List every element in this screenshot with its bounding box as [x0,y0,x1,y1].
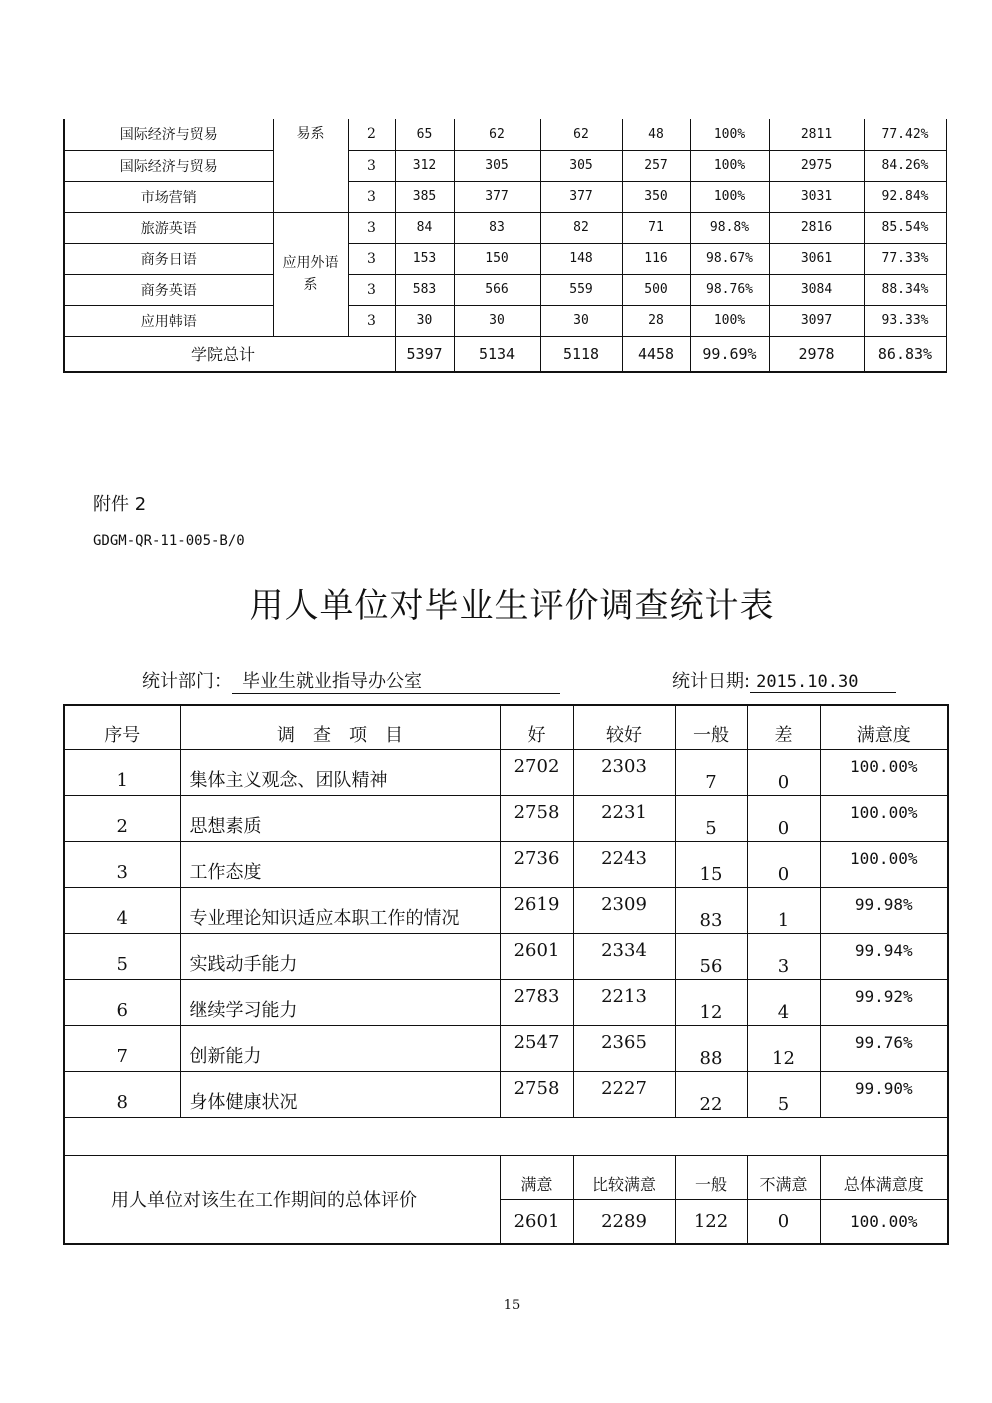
cell-satisfaction: 99.76% [820,1025,948,1071]
total-c4: 4458 [622,336,690,372]
cell-satisfaction: 99.90% [820,1071,948,1117]
page-number: 15 [503,1298,521,1313]
overall-header-unsatisfied: 不满意 [747,1155,820,1199]
total-c3: 5118 [540,336,622,372]
cell-good: 2758 [500,795,573,841]
cell-poor: 4 [747,979,820,1025]
cell-c4: 28 [622,305,690,336]
cell-c4: 48 [622,119,690,150]
header-fairly-good: 较好 [573,705,675,749]
cell-c1: 84 [395,212,454,243]
stats-date [672,667,896,693]
total-c2: 5134 [454,336,540,372]
table-row [64,933,948,979]
total-row [64,336,946,372]
cell-c4: 71 [622,212,690,243]
cell-fairly-good: 2365 [573,1025,675,1071]
cell-salary: 3061 [769,243,864,274]
cell-rate2: 84.26% [864,150,946,181]
cell-good: 2758 [500,1071,573,1117]
stats-department-value: 毕业生就业指导办公室 [232,667,560,694]
cell-years: 3 [348,274,395,305]
cell-rate1: 98.8% [690,212,769,243]
cell-rate2: 93.33% [864,305,946,336]
total-rate2: 86.83% [864,336,946,372]
cell-years: 2 [348,119,395,150]
cell-average: 83 [675,887,747,933]
cell-salary: 2811 [769,119,864,150]
cell-rate1: 98.76% [690,274,769,305]
total-label: 学院总计 [64,336,395,372]
cell-average: 22 [675,1071,747,1117]
cell-rate1: 98.67% [690,243,769,274]
cell-years: 3 [348,150,395,181]
cell-fairly-good: 2309 [573,887,675,933]
cell-major: 国际经济与贸易 [64,119,273,150]
annex-label: 附件 2 [93,494,147,515]
cell-seq: 5 [64,933,180,979]
cell-salary: 3097 [769,305,864,336]
cell-c1: 385 [395,181,454,212]
blank-row [64,1117,948,1155]
cell-satisfaction: 100.00% [820,795,948,841]
cell-major: 商务日语 [64,243,273,274]
cell-item: 工作态度 [180,841,500,887]
cell-seq: 8 [64,1071,180,1117]
table-row [64,749,948,795]
cell-c4: 257 [622,150,690,181]
cell-c2: 150 [454,243,540,274]
cell-seq: 6 [64,979,180,1025]
cell-c4: 350 [622,181,690,212]
cell-fairly-good: 2243 [573,841,675,887]
cell-item: 身体健康状况 [180,1071,500,1117]
cell-seq: 4 [64,887,180,933]
cell-c4: 500 [622,274,690,305]
table-row [64,243,946,274]
cell-department: 应用外语系 [273,212,348,336]
cell-seq: 3 [64,841,180,887]
cell-poor: 0 [747,749,820,795]
overall-header-satisfied: 满意 [500,1155,573,1199]
overall-unsatisfied: 0 [747,1199,820,1244]
cell-major: 应用韩语 [64,305,273,336]
total-rate1: 99.69% [690,336,769,372]
cell-good: 2783 [500,979,573,1025]
cell-c1: 153 [395,243,454,274]
cell-c3: 82 [540,212,622,243]
cell-major: 旅游英语 [64,212,273,243]
overall-satisfied: 2601 [500,1199,573,1244]
cell-poor: 1 [747,887,820,933]
cell-c3: 148 [540,243,622,274]
cell-poor: 5 [747,1071,820,1117]
table-row [64,841,948,887]
cell-salary: 3084 [769,274,864,305]
employment-stats-table [63,119,947,373]
cell-fairly-good: 2231 [573,795,675,841]
cell-rate1: 100% [690,305,769,336]
overall-header-overall-satisfaction: 总体满意度 [820,1155,948,1199]
total-salary: 2978 [769,336,864,372]
cell-rate2: 92.84% [864,181,946,212]
cell-major: 市场营销 [64,181,273,212]
table-row [64,979,948,1025]
cell-c1: 583 [395,274,454,305]
cell-seq: 2 [64,795,180,841]
table-row [64,1071,948,1117]
cell-poor: 0 [747,795,820,841]
total-c1: 5397 [395,336,454,372]
cell-item: 集体主义观念、团队精神 [180,749,500,795]
stats-date-label: 统计日期: [672,671,751,692]
cell-average: 88 [675,1025,747,1071]
cell-c3: 559 [540,274,622,305]
cell-satisfaction: 99.92% [820,979,948,1025]
cell-major: 国际经济与贸易 [64,150,273,181]
page-title: 用人单位对毕业生评价调查统计表 [249,586,775,626]
table-row [64,1025,948,1071]
cell-rate2: 85.54% [864,212,946,243]
cell-c2: 30 [454,305,540,336]
blank-cell [64,1117,948,1155]
cell-satisfaction: 99.94% [820,933,948,979]
cell-rate2: 77.42% [864,119,946,150]
cell-c3: 30 [540,305,622,336]
cell-average: 7 [675,749,747,795]
cell-c2: 305 [454,150,540,181]
employer-evaluation-body [64,705,948,1244]
cell-department: 易系 [273,119,348,212]
overall-fairly-satisfied: 2289 [573,1199,675,1244]
employer-evaluation-table [63,704,949,1245]
table-row [64,119,946,150]
cell-salary: 2975 [769,150,864,181]
cell-fairly-good: 2303 [573,749,675,795]
cell-seq: 1 [64,749,180,795]
cell-c2: 566 [454,274,540,305]
cell-fairly-good: 2334 [573,933,675,979]
cell-rate1: 100% [690,181,769,212]
overall-average: 122 [675,1199,747,1244]
cell-poor: 12 [747,1025,820,1071]
cell-rate1: 100% [690,150,769,181]
cell-years: 3 [348,243,395,274]
header-average: 一般 [675,705,747,749]
cell-good: 2702 [500,749,573,795]
overall-header-average: 一般 [675,1155,747,1199]
table-row [64,150,946,181]
cell-good: 2736 [500,841,573,887]
cell-years: 3 [348,181,395,212]
cell-c3: 305 [540,150,622,181]
cell-rate1: 100% [690,119,769,150]
stats-department [142,667,560,694]
table-row [64,305,946,336]
employment-stats-body [64,119,946,372]
cell-satisfaction: 100.00% [820,841,948,887]
cell-average: 15 [675,841,747,887]
cell-satisfaction: 100.00% [820,749,948,795]
header-row [64,705,948,749]
cell-salary: 3031 [769,181,864,212]
table-row [64,887,948,933]
overall-evaluation-label: 用人单位对该生在工作期间的总体评价 [64,1155,500,1244]
cell-item: 创新能力 [180,1025,500,1071]
document-code: GDGM-QR-11-005-B/0 [93,533,245,549]
cell-good: 2547 [500,1025,573,1071]
cell-salary: 2816 [769,212,864,243]
cell-poor: 0 [747,841,820,887]
cell-years: 3 [348,212,395,243]
cell-rate2: 88.34% [864,274,946,305]
cell-item: 实践动手能力 [180,933,500,979]
header-seq: 序号 [64,705,180,749]
overall-satisfaction: 100.00% [820,1199,948,1244]
cell-c3: 377 [540,181,622,212]
cell-item: 继续学习能力 [180,979,500,1025]
cell-fairly-good: 2213 [573,979,675,1025]
header-poor: 差 [747,705,820,749]
cell-c4: 116 [622,243,690,274]
cell-satisfaction: 99.98% [820,887,948,933]
cell-c1: 65 [395,119,454,150]
cell-average: 12 [675,979,747,1025]
cell-c2: 83 [454,212,540,243]
header-good: 好 [500,705,573,749]
cell-good: 2601 [500,933,573,979]
cell-good: 2619 [500,887,573,933]
overall-header-fairly-satisfied: 比较满意 [573,1155,675,1199]
header-item: 调 查 项 目 [180,705,500,749]
cell-c1: 30 [395,305,454,336]
cell-seq: 7 [64,1025,180,1071]
cell-rate2: 77.33% [864,243,946,274]
cell-c3: 62 [540,119,622,150]
cell-years: 3 [348,305,395,336]
table-row [64,181,946,212]
cell-item: 专业理论知识适应本职工作的情况 [180,887,500,933]
cell-fairly-good: 2227 [573,1071,675,1117]
table-row [64,274,946,305]
cell-item: 思想素质 [180,795,500,841]
overall-header-row [64,1155,948,1199]
cell-c1: 312 [395,150,454,181]
cell-poor: 3 [747,933,820,979]
stats-date-value: 2015.10.30 [750,672,896,693]
table-row [64,212,946,243]
stats-department-label: 统计部门： [142,671,232,692]
cell-average: 5 [675,795,747,841]
header-satisfaction: 满意度 [820,705,948,749]
cell-major: 商务英语 [64,274,273,305]
table-row [64,795,948,841]
cell-c2: 62 [454,119,540,150]
cell-average: 56 [675,933,747,979]
cell-c2: 377 [454,181,540,212]
